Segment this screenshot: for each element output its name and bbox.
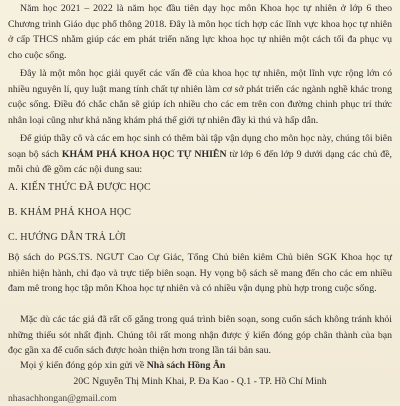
section-item-a: [8, 181, 151, 195]
intro-paragraph-2: [8, 66, 392, 128]
body-paragraph-5-text: Mặc dù các tác giả đã rất cố gắng trong quá trình biên soạn, song cuốn sách không tránh khỏi những thiếu sót nhất định. Chúng tôi rất mong nhận được ý kiến đóng góp chân thành của bạn đọc gần xa để cuốn sách được hoàn thiện hơn trong lần tái bản sau.: [8, 314, 392, 356]
intro-paragraph-3-end: từ lớp 6 đến lớp 9 dưới dạng các chủ đề, mỗi chủ đề gồm các nội dung sau:: [8, 148, 392, 175]
intro-paragraph-2-text: Đây là một môn học giải quyết các vấn đề của khoa học tự nhiên, một lĩnh vực rộng lớn có nhiều nguyên lí, quy luật mang tính chất tự nhiên làm cơ sở phát triển các ngành nghề khác trong cuộc sống. Điều đó chắc chắn sẽ giúp ích nhiều cho các em trên con đường chinh phục trí thức nhân loại cũng như khả năng khám phá thế giới tự nhiên đầy kì thú và hấp dẫn.: [8, 68, 392, 126]
section-item-c: [8, 231, 126, 245]
body-paragraph-4-text: Bộ sách do PGS.TS. NGƯT Cao Cự Giác, Tổng Chủ biên kiêm Chủ biên SGK Khoa học tự nhiên hiện hành, chỉ đạo và trực tiếp biên soạn. Hy vọng bộ sách sẽ mang đến cho các em nhiều đam mê trong học tập môn Khoa học tự nhiên và có nhiều vận dụng phù hợp trong cuộc sống.: [8, 252, 392, 294]
publisher-email: nhasachhongan@gmail.com: [8, 393, 117, 404]
section-item-a-label: A. KIẾN THỨC ĐÃ ĐƯỢC HỌC: [8, 182, 151, 193]
publisher-name: Nhà sách Hồng Ân: [146, 360, 226, 371]
body-paragraph-5: [8, 312, 392, 359]
contact-line: [8, 358, 392, 374]
section-item-b: [8, 206, 131, 220]
intro-paragraph-3-start: Để giúp thầy cô và các em học sinh có thêm bài tập vận dụng cho môn học này, chúng tôi biên soạn bộ sách: [8, 133, 392, 160]
intro-paragraph-1-text: Năm học 2021 – 2022 là năm học đầu tiên dạy học môn Khoa học tự nhiên ở lớp 6 theo Chương trình Giáo dục phổ thông 2018. Đây là môn học tích hợp các lĩnh vực khoa học tự nhiên ở cấp THCS nhằm giúp các em phát triển năng lực khoa học tự nhiên một cách tối đa phục vụ cho cuộc sống.: [8, 3, 392, 61]
intro-paragraph-1: [8, 1, 392, 63]
section-item-c-label: C. HƯỚNG DẪN TRẢ LỜI: [8, 232, 126, 243]
contact-line-text: Mọi ý kiến đóng góp xin gửi về: [20, 360, 147, 371]
intro-paragraph-3: [8, 131, 392, 178]
publisher-address: 20C Nguyễn Thị Minh Khai, P. Đa Kao - Q.1 - TP. Hồ Chí Minh: [73, 376, 327, 387]
book-title: KHÁM PHÁ KHOA HỌC TỰ NHIÊN: [61, 148, 227, 160]
body-paragraph-4: [8, 250, 392, 297]
section-item-b-label: B. KHÁM PHÁ KHOA HỌC: [8, 207, 132, 218]
